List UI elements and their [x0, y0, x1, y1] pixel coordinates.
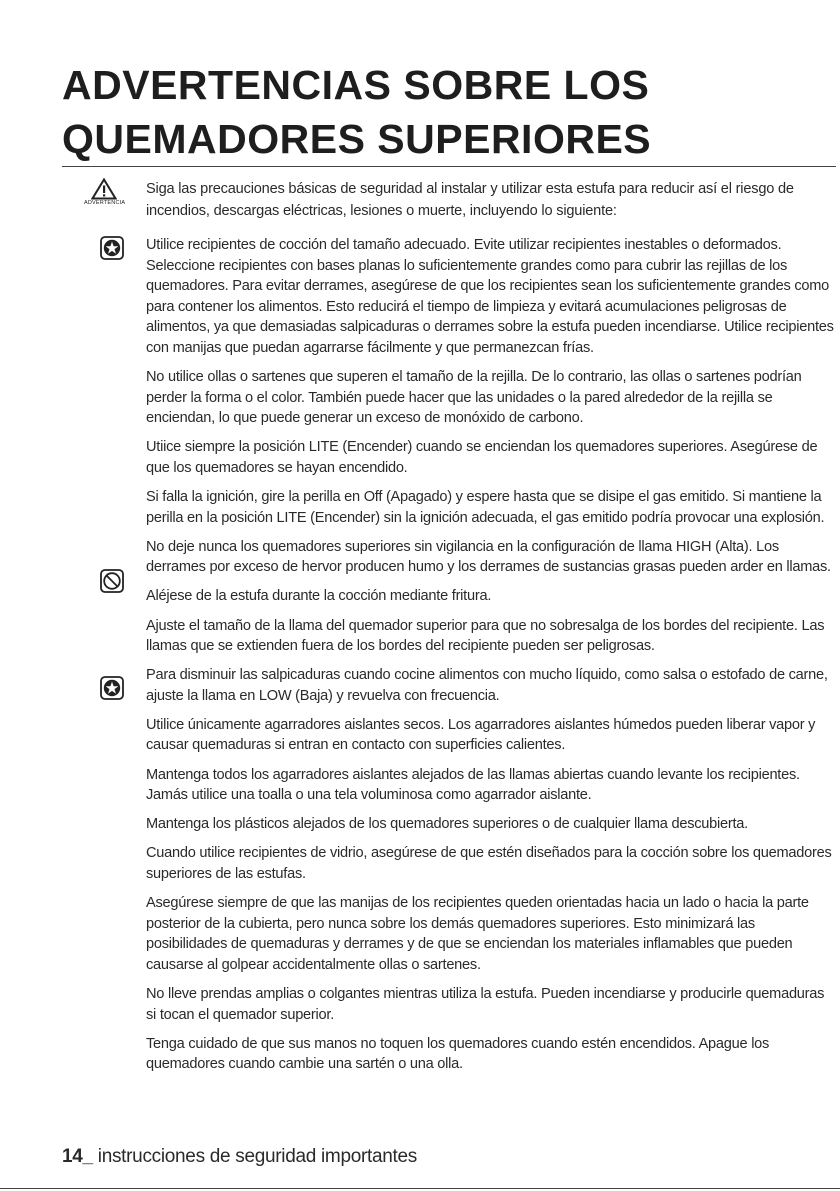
instruction-paragraph: Aléjese de la estufa durante la cocción mediante fritura. [146, 588, 492, 605]
instruction-paragraph: Para disminuir las salpicaduras cuando cocine alimentos con mucho líquido, como salsa o estofado de carne, ajuste la llama en LOW (Baja) y revuelva con frecuencia. [146, 667, 828, 704]
instruction-paragraph: Utilice recipientes de cocción del tamaño adecuado. Evite utilizar recipientes inestables o deformados. Seleccione recipientes con bases planas lo suficientemente grandes como para cubrir las rejillas de los quemadores. Para evitar derrames, asegúrese de que los recipientes sean los suficientemente grandes como para contener los alimentos. Esto reducirá el tiempo de limpieza y evitará acumulaciones peligrosas de alimentos, ya que demasiadas salpicaduras o derrames sobre la estufa pueden incendiarse. Utilice recipientes con manijas que puedan agarrarse fácilmente y que permanezcan frías. [146, 237, 834, 356]
page-title [62, 58, 822, 166]
instruction-paragraph: Asegúrese siempre de que las manijas de los recipientes queden orientadas hacia un lado o hacia la parte posterior de la cubierta, pero nunca sobre los demás quemadores superiores. Esto minimizará las posibilidades de quemaduras y derrames y de que se enciendan los materiales inflamables que pueden causarse al golpear accidentalmente ollas o sartenes. [146, 895, 809, 973]
intro-text: Siga las precauciones básicas de seguridad al instalar y utilizar esta estufa para reducir así el riesgo de incendios, descargas eléctricas, lesiones o muerte, incluyendo lo siguiente: [146, 181, 794, 219]
instruction-paragraph: Si falla la ignición, gire la perilla en Off (Apagado) y espere hasta que se disipe el gas emitido. Si mantiene la perilla en la posición LITE (Encender) sin la ignición adecuada, el gas emitido podría provocar una explosión. [146, 489, 825, 526]
star-mandatory-icon [100, 676, 124, 705]
instruction-paragraph: Ajuste el tamaño de la llama del quemador superior para que no sobresalga de los bordes del recipiente. Las llamas que se extienden fuera de los bordes del recipiente pueden ser peligrosas. [146, 617, 825, 655]
page-title-line-1: ADVERTENCIAS SOBRE LOS [62, 62, 650, 108]
safety-instructions [146, 235, 836, 1083]
instruction-paragraph: Utilice únicamente agarradores aislantes secos. Los agarradores aislantes húmedos pueden liberar vapor y causar quemaduras si entran en contacto con superficies calientes. [146, 716, 816, 754]
instruction-paragraph: Mantenga los plásticos alejados de los quemadores superiores o de cualquier llama descubierta. [146, 816, 748, 833]
warning-triangle-icon [84, 178, 124, 207]
instruction-paragraph: No lleve prendas amplias o colgantes mientras utiliza la estufa. Pueden incendiarse y producirle quemaduras si tocan el quemador superior. [146, 985, 825, 1023]
instruction-paragraph: Tenga cuidado de que sus manos no toquen los quemadores cuando estén encendidos. Apague los quemadores cuando cambie una sartén o una olla. [146, 1035, 770, 1073]
instruction-paragraph: No utilice ollas o sartenes que superen el tamaño de la rejilla. De lo contrario, las ollas o sartenes podrían perder la forma o el color. También puede hacer que las unidades o la pared alrededor de la rejilla se enciendan, lo que puede generar un exceso de monóxido de carbono. [146, 369, 802, 427]
warning-caption: ADVERTENCIA [84, 200, 126, 206]
page-number: 14_ [62, 1146, 93, 1167]
title-divider [62, 166, 836, 167]
instruction-paragraph: No deje nunca los quemadores superiores sin vigilancia en la configuración de llama HIGH (Alta). Los derrames por exceso de hervor producen humo y los derrames de sustancias grasas pueden arder en llamas. [146, 538, 831, 576]
intro-section [84, 178, 824, 222]
instruction-paragraph: Mantenga todos los agarradores aislantes alejados de las llamas abiertas cuando levante los recipientes. Jamás utilice una toalla o una tela voluminosa como agarrador aislante. [146, 766, 800, 804]
instruction-paragraph: Cuando utilice recipientes de vidrio, asegúrese de que estén diseñados para la cocción sobre los quemadores superiores de las estufas. [146, 845, 832, 882]
prohibited-icon [100, 569, 124, 598]
page-footer [62, 1146, 417, 1168]
instruction-paragraph: Utiice siempre la posición LITE (Encender) cuando se enciendan los quemadores superiores. Asegúrese de que los quemadores se hayan encendido. [146, 439, 818, 476]
star-mandatory-icon [100, 236, 124, 265]
page-title-line-2: QUEMADORES SUPERIORES [62, 116, 652, 162]
footer-label: instrucciones de seguridad importantes [92, 1146, 417, 1167]
bottom-divider [0, 1188, 840, 1189]
